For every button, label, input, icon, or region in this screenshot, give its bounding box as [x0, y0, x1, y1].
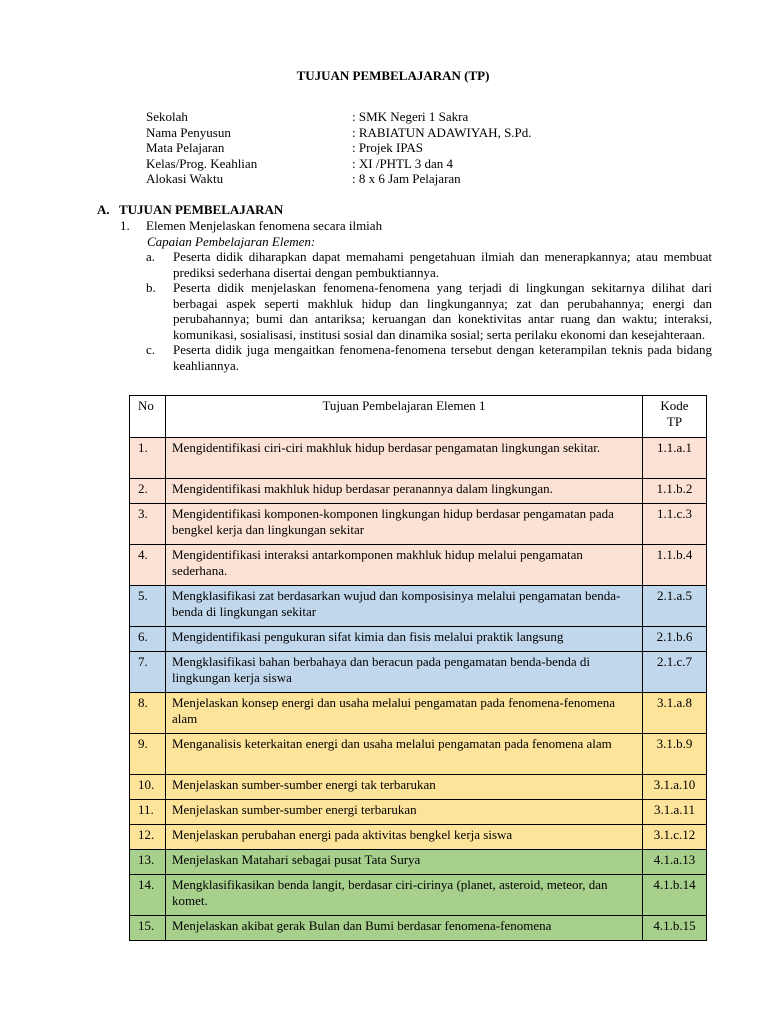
row-no: 12. [130, 825, 166, 850]
table-row [130, 586, 707, 627]
identity-value: : RABIATUN ADAWIYAH, S.Pd. [352, 124, 532, 140]
identity-row [146, 171, 726, 187]
row-kode: 1.1.b.4 [643, 545, 707, 586]
sub-item [146, 342, 712, 373]
row-tp: Menjelaskan sumber-sumber energi terbarukan [166, 800, 643, 825]
table-row [130, 693, 707, 734]
row-no: 1. [130, 438, 166, 479]
table-row [130, 438, 707, 479]
row-no: 11. [130, 800, 166, 825]
row-kode: 3.1.a.8 [643, 693, 707, 734]
table-row [130, 916, 707, 941]
numbered-item [120, 218, 712, 234]
row-no: 13. [130, 850, 166, 875]
identity-value: : Projek IPAS [352, 140, 424, 155]
identity-label: Nama Penyusun [146, 124, 231, 140]
row-kode: 1.1.a.1 [643, 438, 707, 479]
table-row [130, 627, 707, 652]
row-no: 15. [130, 916, 166, 941]
table-row [130, 479, 707, 504]
table-row [130, 850, 707, 875]
header-kode-line2: TP [666, 413, 683, 429]
identity-value: : XI /PHTL 3 dan 4 [352, 155, 453, 171]
header-no: No [130, 396, 166, 438]
row-tp: Mengidentifikasi interaksi antarkomponen makhluk hidup melalui pengamatan sederhana. [166, 545, 643, 586]
row-tp: Mengidentifikasi ciri-ciri makhluk hidup berdasar pengamatan lingkungan sekitar. [166, 438, 643, 479]
row-tp: Menjelaskan sumber-sumber energi tak terbarukan [166, 775, 643, 800]
sub-item-letter: a. [146, 249, 156, 264]
row-kode: 2.1.c.7 [643, 652, 707, 693]
document-title: TUJUAN PEMBELAJARAN (TP) [296, 68, 490, 83]
row-tp: Menjelaskan konsep energi dan usaha melalui pengamatan pada fenomena-fenomena alam [166, 693, 643, 734]
row-no: 6. [130, 627, 166, 652]
row-no: 14. [130, 875, 166, 916]
identity-row [146, 125, 726, 141]
row-kode: 4.1.b.15 [643, 916, 707, 941]
row-tp: Mengklasifikasi bahan berbahaya dan beracun pada pengamatan benda-benda di lingkungan kerja siswa [166, 652, 643, 693]
row-no: 9. [130, 734, 166, 775]
row-kode: 3.1.a.11 [643, 800, 707, 825]
row-no: 2. [130, 479, 166, 504]
sub-item-letter: b. [146, 280, 156, 295]
row-tp: Menjelaskan perubahan energi pada aktivitas bengkel kerja siswa [166, 825, 643, 850]
table-row [130, 504, 707, 545]
identity-value: : 8 x 6 Jam Pelajaran [352, 171, 461, 186]
row-kode: 3.1.b.9 [643, 734, 707, 775]
section-content [120, 218, 712, 373]
identity-value: : SMK Negeri 1 Sakra [352, 109, 469, 124]
section-title: TUJUAN PEMBELAJARAN [119, 202, 284, 217]
table-row [130, 545, 707, 586]
sub-item-letter: c. [146, 342, 156, 357]
sub-item-text: Peserta didik menjelaskan fenomena-fenomena yang terjadi di lingkungan sekitarnya dilihat dari berbagai aspek seperti makhluk hidup dan lingkungannya; zat dan perubahannya; energi dan perubahannya; bumi dan antariksa; keruangan dan konektivitas antar ruang dan waktu; interaksi, komunikasi, sosialisasi, institusi sosial dan dinamika sosial; serta perilaku ekonomi dan kesejahteraan. [173, 280, 712, 342]
row-tp: Mengidentifikasi komponen-komponen lingkungan hidup berdasar pengamatan pada bengkel kerja dan lingkungan sekitar [166, 504, 643, 545]
sub-item-text: Peserta didik diharapkan dapat memahami pengetahuan ilmiah dan menerapkannya; atau membuat prediksi sederhana disertai dengan pembuktiannya. [173, 249, 712, 280]
row-tp: Mengklasifikasikan benda langit, berdasar ciri-cirinya (planet, asteroid, meteor, dan komet. [166, 875, 643, 916]
sub-item [146, 280, 712, 342]
section-letter: A. [97, 202, 110, 217]
header-tp: Tujuan Pembelajaran Elemen 1 [166, 396, 643, 438]
header-kode [643, 396, 707, 438]
identity-row [146, 140, 726, 156]
identity-label: Sekolah [146, 109, 188, 124]
cp-title: Capaian Pembelajaran Elemen: [147, 233, 316, 249]
row-no: 7. [130, 652, 166, 693]
item-text: Elemen Menjelaskan fenomena secara ilmiah [146, 218, 383, 233]
row-tp: Mengidentifikasi makhluk hidup berdasar peranannya dalam lingkungan. [166, 479, 643, 504]
identity-label: Mata Pelajaran [146, 140, 225, 155]
identity-label: Alokasi Waktu [146, 171, 224, 186]
table-header-row [130, 396, 707, 438]
header-kode-line1: Kode [660, 398, 689, 413]
table-row [130, 775, 707, 800]
section-heading [97, 202, 283, 218]
row-tp: Menjelaskan akibat gerak Bulan dan Bumi berdasar fenomena-fenomena [166, 916, 643, 941]
identity-row [146, 109, 726, 125]
row-no: 4. [130, 545, 166, 586]
row-tp: Mengklasifikasi zat berdasarkan wujud dan komposisinya melalui pengamatan benda-benda di lingkungan sekitar [166, 586, 643, 627]
row-kode: 1.1.b.2 [643, 479, 707, 504]
sub-item [146, 249, 712, 280]
sub-item-text: Peserta didik juga mengaitkan fenomena-fenomena tersebut dengan keterampilan teknis pada bidang keahliannya. [173, 342, 712, 373]
row-kode: 2.1.b.6 [643, 627, 707, 652]
identity-block [146, 109, 726, 187]
row-tp: Mengidentifikasi pengukuran sifat kimia dan fisis melalui praktik langsung [166, 627, 643, 652]
table-row [130, 875, 707, 916]
item-number: 1. [120, 218, 130, 233]
row-kode: 1.1.c.3 [643, 504, 707, 545]
identity-row [146, 156, 726, 172]
row-kode: 2.1.a.5 [643, 586, 707, 627]
row-kode: 4.1.b.14 [643, 875, 707, 916]
row-no: 3. [130, 504, 166, 545]
row-no: 5. [130, 586, 166, 627]
table-row [130, 652, 707, 693]
row-kode: 3.1.c.12 [643, 825, 707, 850]
row-tp: Menganalisis keterkaitan energi dan usaha melalui pengamatan pada fenomena alam [166, 734, 643, 775]
identity-label: Kelas/Prog. Keahlian [146, 155, 258, 171]
table-row [130, 800, 707, 825]
row-no: 8. [130, 693, 166, 734]
row-kode: 4.1.a.13 [643, 850, 707, 875]
row-tp: Menjelaskan Matahari sebagai pusat Tata Surya [166, 850, 643, 875]
table-row [130, 825, 707, 850]
tp-table [129, 395, 707, 941]
row-kode: 3.1.a.10 [643, 775, 707, 800]
row-no: 10. [130, 775, 166, 800]
table-row [130, 734, 707, 775]
